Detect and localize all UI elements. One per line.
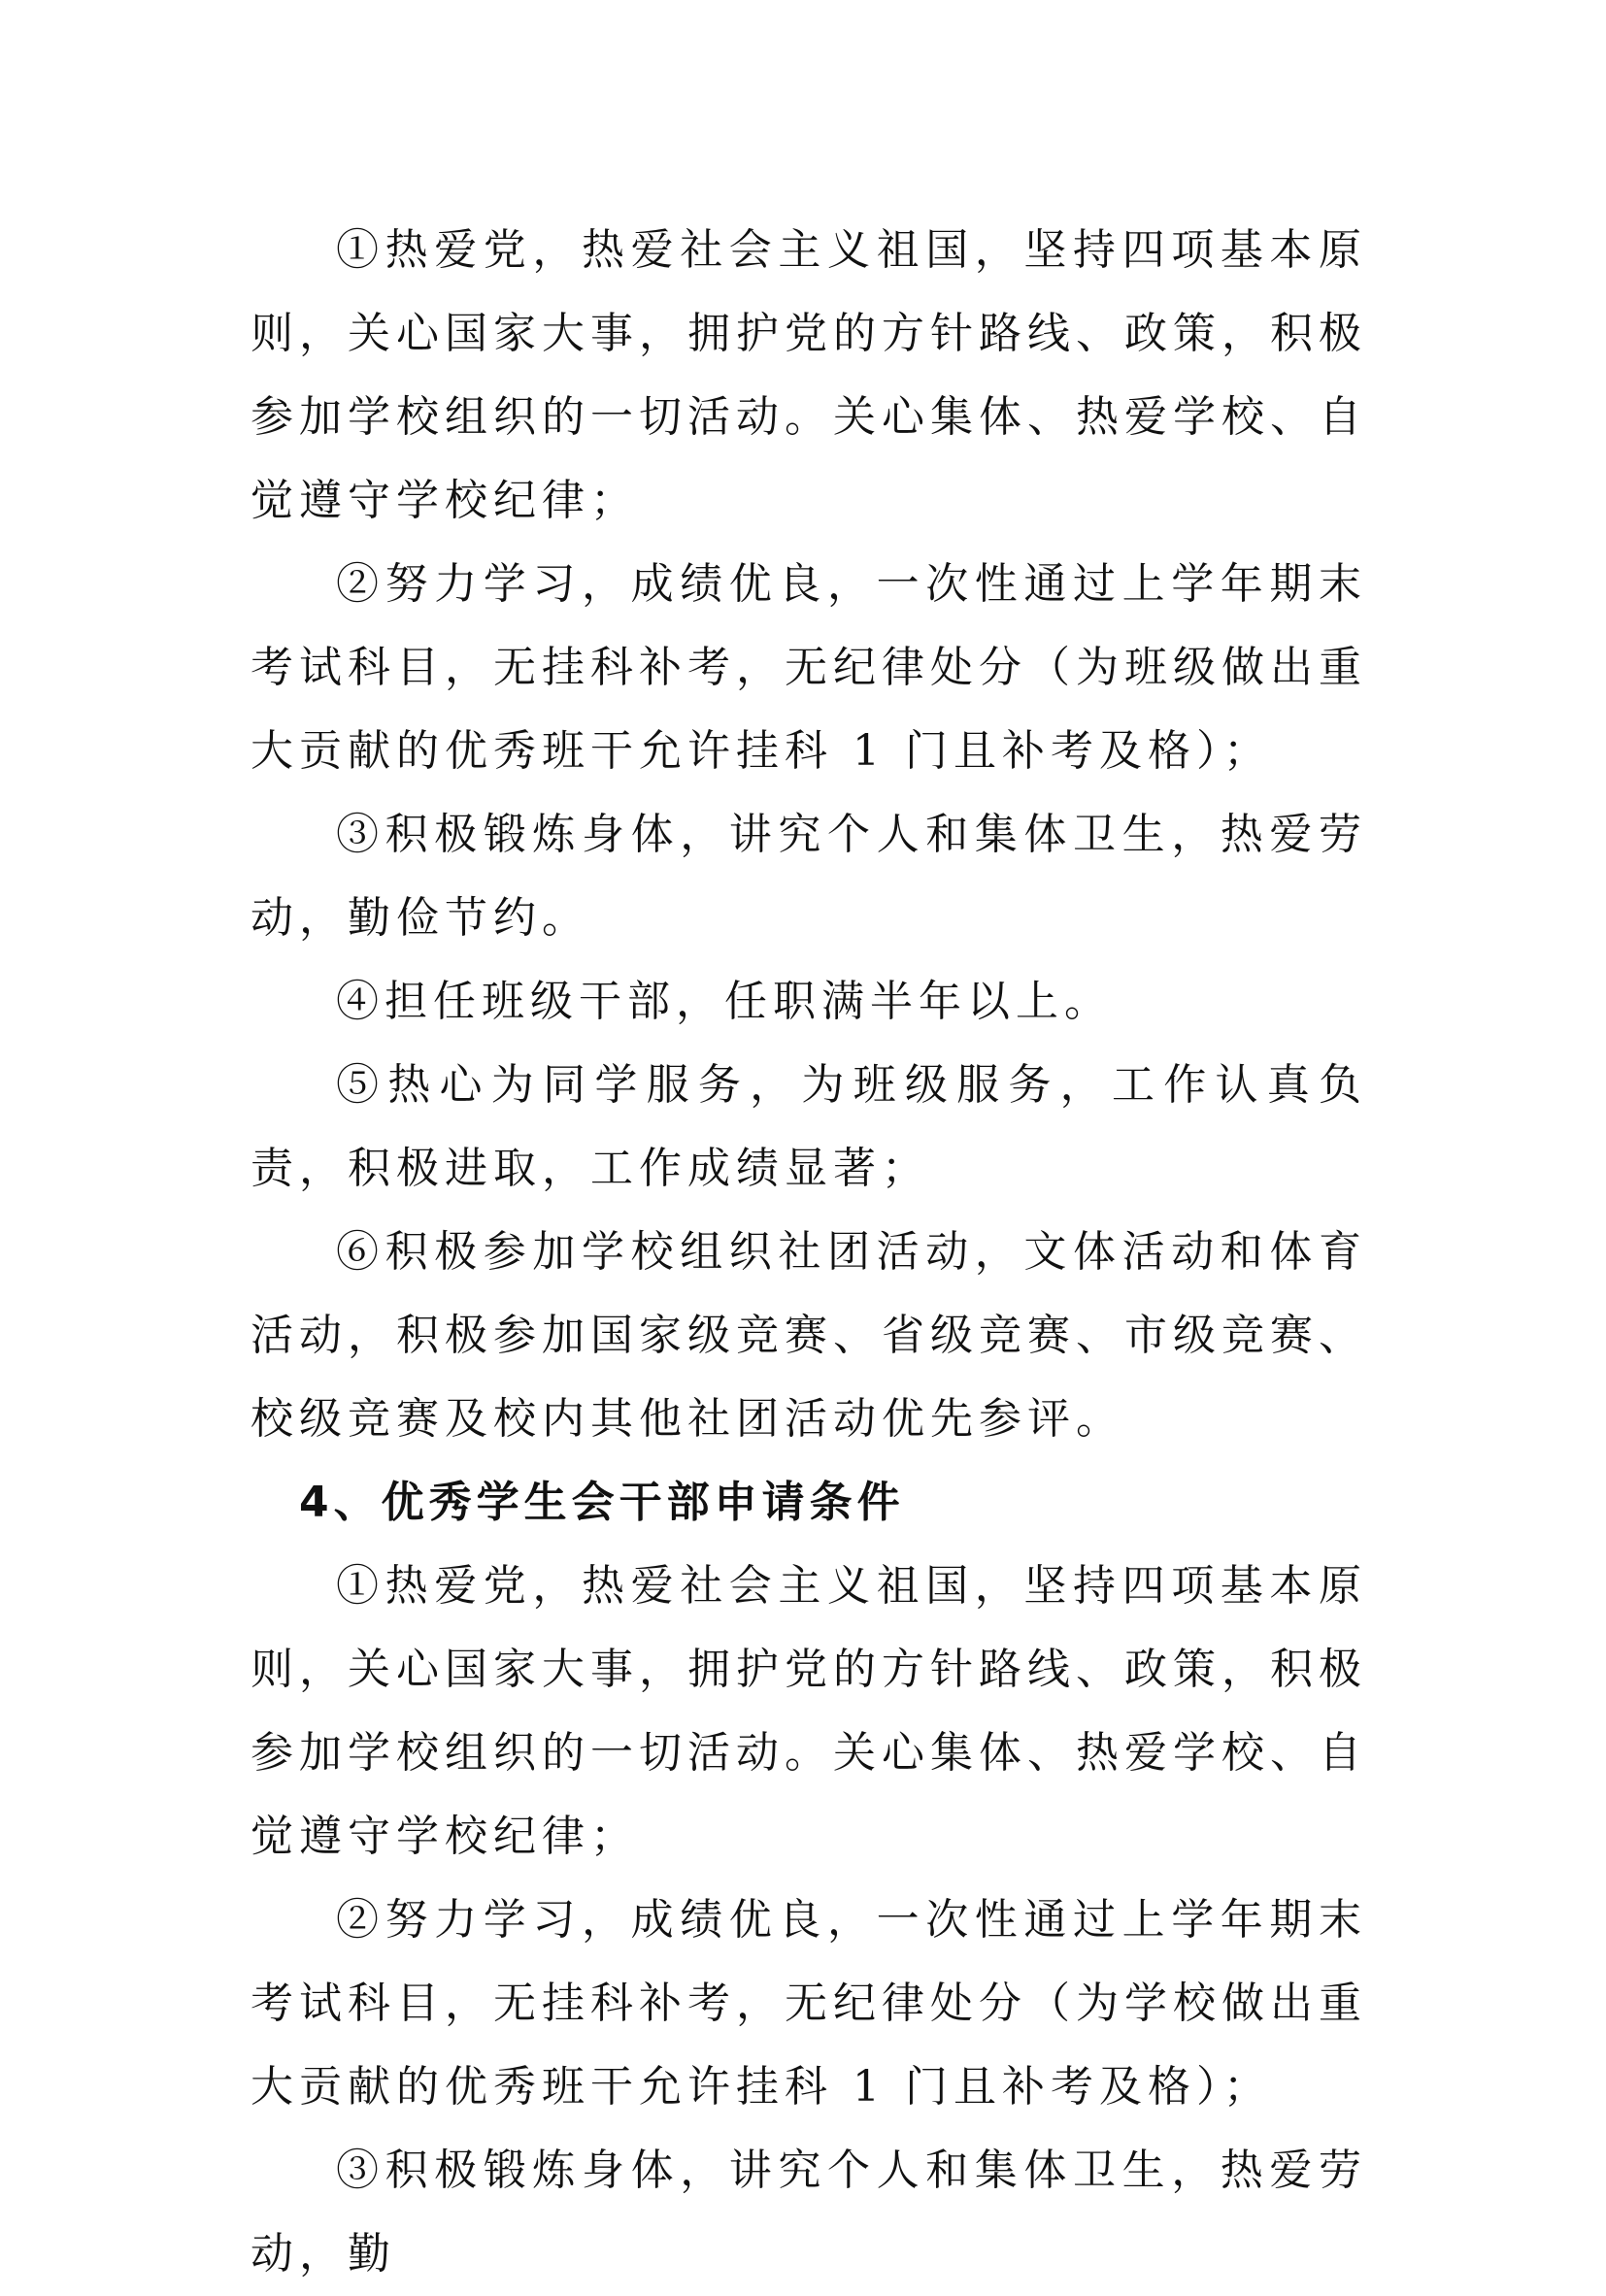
section3-item-1: ①热爱党，热爱社会主义祖国，坚持四项基本原则，关心国家大事，拥护党的方针路线、政策，积极参加学校组织的一切活动。关心集体、热爱学校、自觉遵守学校纪律； [251,225,1367,525]
section4-item-3: ③积极锻炼身体，讲究个人和集体卫生，热爱劳动，勤 [251,2146,1367,2279]
section4-heading: 4、优秀学生会干部申请条件 [299,1478,905,1527]
section4-item-2: ②努力学习，成绩优良，一次性通过上学年期末考试科目，无挂科补考，无纪律处分（为学校做出重大贡献的优秀班干允许挂科 1 门且补考及格）； [251,1895,1367,2112]
section3-item-5: ⑤热心为同学服务，为班级服务，工作认真负责，积极进取，工作成绩显著； [251,1060,1367,1193]
section3-item-4: ④担任班级干部，任职满半年以上。 [336,977,1113,1026]
section4-item-1: ①热爱党，热爱社会主义祖国，坚持四项基本原则，关心国家大事，拥护党的方针路线、政策，积极参加学校组织的一切活动。关心集体、热爱学校、自觉遵守学校纪律； [251,1561,1367,1861]
section3-item-2: ②努力学习，成绩优良，一次性通过上学年期末考试科目，无挂科补考，无纪律处分（为班级做出重大贡献的优秀班干允许挂科 1 门且补考及格）； [251,559,1367,776]
document-page [251,209,1367,2296]
section3-item-3: ③积极锻炼身体，讲究个人和集体卫生，热爱劳动，勤俭节约。 [251,810,1367,943]
section3-item-6: ⑥积极参加学校组织社团活动，文体活动和体育活动，积极参加国家级竞赛、省级竞赛、市级竞赛、校级竞赛及校内其他社团活动优先参评。 [251,1227,1367,1444]
